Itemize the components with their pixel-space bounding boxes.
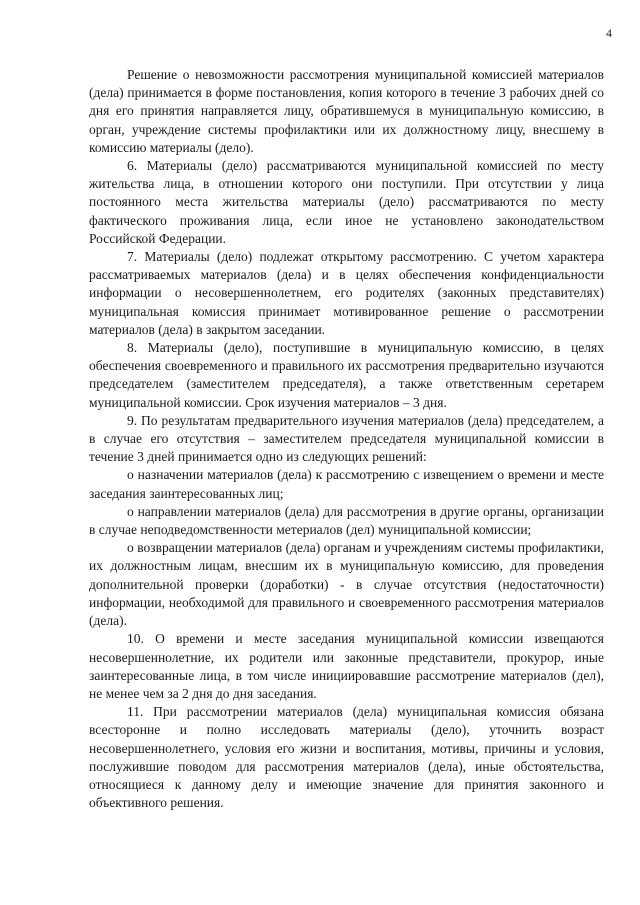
paragraph-9-option-1: о назначении материалов (дела) к рассмотрению с извещением о времени и месте заседания заинтересованных лиц; bbox=[89, 467, 604, 501]
paragraph-8: 8. Материалы (дело), поступившие в муниципальную комиссию, в целях обеспечения своевременного и правильного их рассмотрения предварительно изучаются председателем (заместителем председателя), а также ответственным серетарем муниципальной комиссии. Срок изучения материалов – 3 дня. bbox=[89, 340, 604, 410]
page-number: 4 bbox=[606, 26, 612, 40]
paragraph-6: 6. Материалы (дело) рассматриваются муниципальной комиссией по месту жительства лица, в отношении которого они поступили. При отсутствии у лица постоянного места жительства материалы (дело) рассматриваются по месту фактического проживания лица, если иное не установлено законодательством Российской Федерации. bbox=[89, 158, 604, 246]
paragraph-decision-refusal: Решение о невозможности рассмотрения муниципальной комиссией материалов (дела) принимается в форме постановления, копия которого в течение 3 рабочих дней со дня его принятия направляется лицу, обратившемуся в муниципальную комиссию, в орган, учреждение системы профилактики или их должностному лицу, внесшему в комиссию материалы (дело). bbox=[89, 67, 604, 155]
paragraph-7: 7. Материалы (дело) подлежат открытому рассмотрению. С учетом характера рассматриваемых материалов (дела) и в целях обеспечения конфиденциальности информации о несовершеннолетнем, его родителях (законных представителях) муниципальная комиссия принимает мотивированное решение о рассмотрении материалов (дела) в закрытом заседании. bbox=[89, 249, 604, 337]
paragraph-11: 11. При рассмотрении материалов (дела) муниципальная комиссия обязана всесторонне и полно исследовать материалы (дело), уточнить возраст несовершеннолетнего, условия его жизни и воспитания, мотивы, причины и условия, послужившие поводом для рассмотрения материалов (дела), иные обстоятельства, относящиеся к данному делу и имеющие значение для принятия законного и объективного решения. bbox=[89, 704, 604, 811]
document-body bbox=[89, 66, 604, 812]
paragraph-9-option-3: о возвращении материалов (дела) органам и учреждениям системы профилактики, их должностным лицам, внесшим их в муниципальную комиссию, для проведения дополнительной проверки (доработки) - в случае отсутствия (недостаточности) информации, необходимой для правильного и своевременного рассмотрения материалов (дела). bbox=[89, 540, 604, 629]
paragraph-9: 9. По результатам предварительного изучения материалов (дела) председателем, а в случае его отсутствия – заместителем председателя муниципальной комиссии в течение 3 дней принимается одно из следующих решений: bbox=[89, 412, 604, 465]
paragraph-9-option-2: о направлении материалов (дела) для рассмотрения в другие органы, организации в случае неподведомственности метериалов (дел) муниципальной комиссии; bbox=[89, 503, 604, 538]
paragraph-10: 10. О времени и месте заседания муниципальной комиссии извещаются несовершеннолетние, их родители или законные представители, прокурор, иные заинтересованные лица, в том числе инициировавшие рассмотрение материалов (дел), не менее чем за 2 дня до дня заседания. bbox=[89, 631, 604, 701]
